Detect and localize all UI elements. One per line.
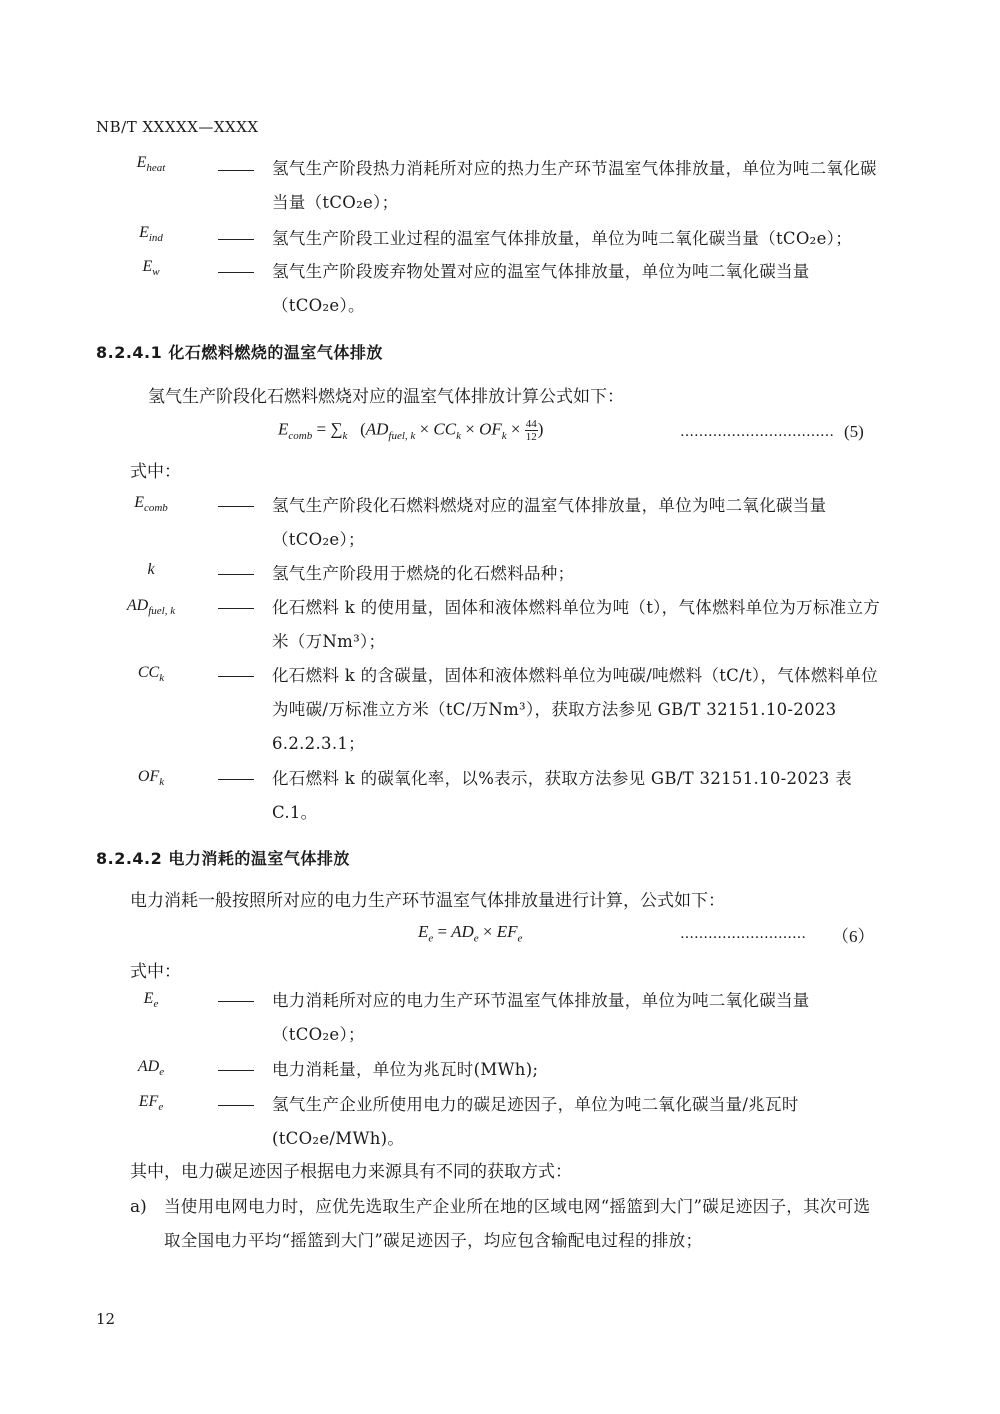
def-text: 电力消耗所对应的电力生产环节温室气体排放量，单位为吨二氧化碳当量（tCO₂e）； bbox=[272, 991, 810, 1044]
def-text: 电力消耗量，单位为兆瓦时(MWh); bbox=[272, 1060, 539, 1079]
def-symbol: $AD_{fuel, k}$ bbox=[126, 597, 176, 618]
def-dash bbox=[218, 170, 254, 171]
section-intro: 氢气生产阶段化石燃料燃烧对应的温室气体排放计算公式如下： bbox=[148, 387, 624, 407]
def-dash bbox=[218, 272, 254, 273]
def-dash bbox=[218, 239, 254, 240]
def-dash bbox=[218, 1105, 254, 1106]
section-intro: 电力消耗一般按照所对应的电力生产环节温室气体排放量进行计算，公式如下： bbox=[130, 891, 725, 911]
formula-5: $E_{comb} = \sum_k$ ($AD_{fuel, k} \times CC_k \times OF_k$ × $\frac{44}{12}$ ) bbox=[278, 418, 544, 443]
list-item: 当使用电网电力时，应优先选取生产企业所在地的区域电网“摇篮到大门”碳足迹因子，其次可选取全国电力平均“摇篮到大门”碳足迹因子，均应包含输配电过程的排放； bbox=[164, 1197, 871, 1250]
def-dash bbox=[218, 676, 254, 677]
note-paragraph: 其中，电力碳足迹因子根据电力来源具有不同的获取方式： bbox=[130, 1162, 572, 1182]
def-dash bbox=[218, 506, 254, 507]
def-symbol: $E_{comb}$ bbox=[134, 494, 168, 515]
list-marker: a) bbox=[130, 1197, 147, 1217]
def-symbol: $E_{heat}$ bbox=[136, 154, 166, 175]
def-symbol: $AD_e$ bbox=[137, 1058, 165, 1079]
def-text: 氢气生产阶段化石燃料燃烧对应的温室气体排放量，单位为吨二氧化碳当量（tCO₂e）； bbox=[272, 496, 827, 549]
def-dash bbox=[218, 1070, 254, 1071]
fraction: $\frac{44}{12}$ bbox=[525, 418, 537, 443]
def-text: 氢气生产阶段废弃物处置对应的温室气体排放量，单位为吨二氧化碳当量（tCO₂e）。 bbox=[272, 262, 810, 315]
def-dash bbox=[218, 608, 254, 609]
where-label: 式中： bbox=[130, 462, 181, 482]
equation-number: （6） bbox=[832, 927, 875, 946]
where-label: 式中： bbox=[130, 962, 181, 982]
def-symbol: $EF_e$ bbox=[138, 1093, 164, 1114]
def-dash bbox=[218, 779, 254, 780]
standard-code-header: NB/T XXXXX—XXXX bbox=[96, 118, 259, 136]
def-symbol: $E_e$ bbox=[143, 990, 159, 1011]
page-number: 12 bbox=[96, 1310, 116, 1328]
equation-number: (5) bbox=[844, 422, 864, 441]
formula-leader-dots: …………………………… bbox=[680, 424, 834, 440]
def-dash bbox=[218, 1001, 254, 1002]
def-symbol: $CC_k$ bbox=[137, 664, 165, 685]
section-heading: 8.2.4.2 电力消耗的温室气体排放 bbox=[96, 849, 350, 868]
def-text: 化石燃料 k 的使用量，固体和液体燃料单位为吨（t），气体燃料单位为万标准立方米（万Nm³）； bbox=[272, 598, 881, 651]
def-dash bbox=[218, 574, 254, 575]
formula-leader-dots: ……………………… bbox=[680, 926, 806, 942]
def-text: 氢气生产阶段用于燃烧的化石燃料品种； bbox=[272, 564, 575, 583]
def-text: 化石燃料 k 的含碳量，固体和液体燃料单位为吨碳/吨燃料（tC/t），气体燃料单位为吨碳/万标准立方米（tC/万Nm³），获取方法参见 GB/T 32151.10-2023 6.2.2.3.1； bbox=[272, 666, 879, 753]
def-symbol: k bbox=[147, 561, 155, 578]
formula-6: $E_e = AD_e \times EF_e$ bbox=[418, 922, 523, 945]
section-heading: 8.2.4.1 化石燃料燃烧的温室气体排放 bbox=[96, 343, 383, 362]
def-symbol: $E_w$ bbox=[142, 258, 160, 279]
def-text: 化石燃料 k 的碳氧化率，以%表示，获取方法参见 GB/T 32151.10-2023 表 C.1。 bbox=[272, 769, 853, 822]
def-text: 氢气生产阶段热力消耗所对应的热力生产环节温室气体排放量，单位为吨二氧化碳当量（tCO₂e）； bbox=[272, 159, 877, 212]
def-text: 氢气生产阶段工业过程的温室气体排放量，单位为吨二氧化碳当量（tCO₂e）； bbox=[272, 229, 853, 248]
def-text: 氢气生产企业所使用电力的碳足迹因子，单位为吨二氧化碳当量/兆瓦时(tCO₂e/MWh)。 bbox=[272, 1095, 799, 1148]
def-symbol: $OF_k$ bbox=[137, 768, 165, 789]
def-symbol: $E_{ind}$ bbox=[139, 224, 163, 245]
